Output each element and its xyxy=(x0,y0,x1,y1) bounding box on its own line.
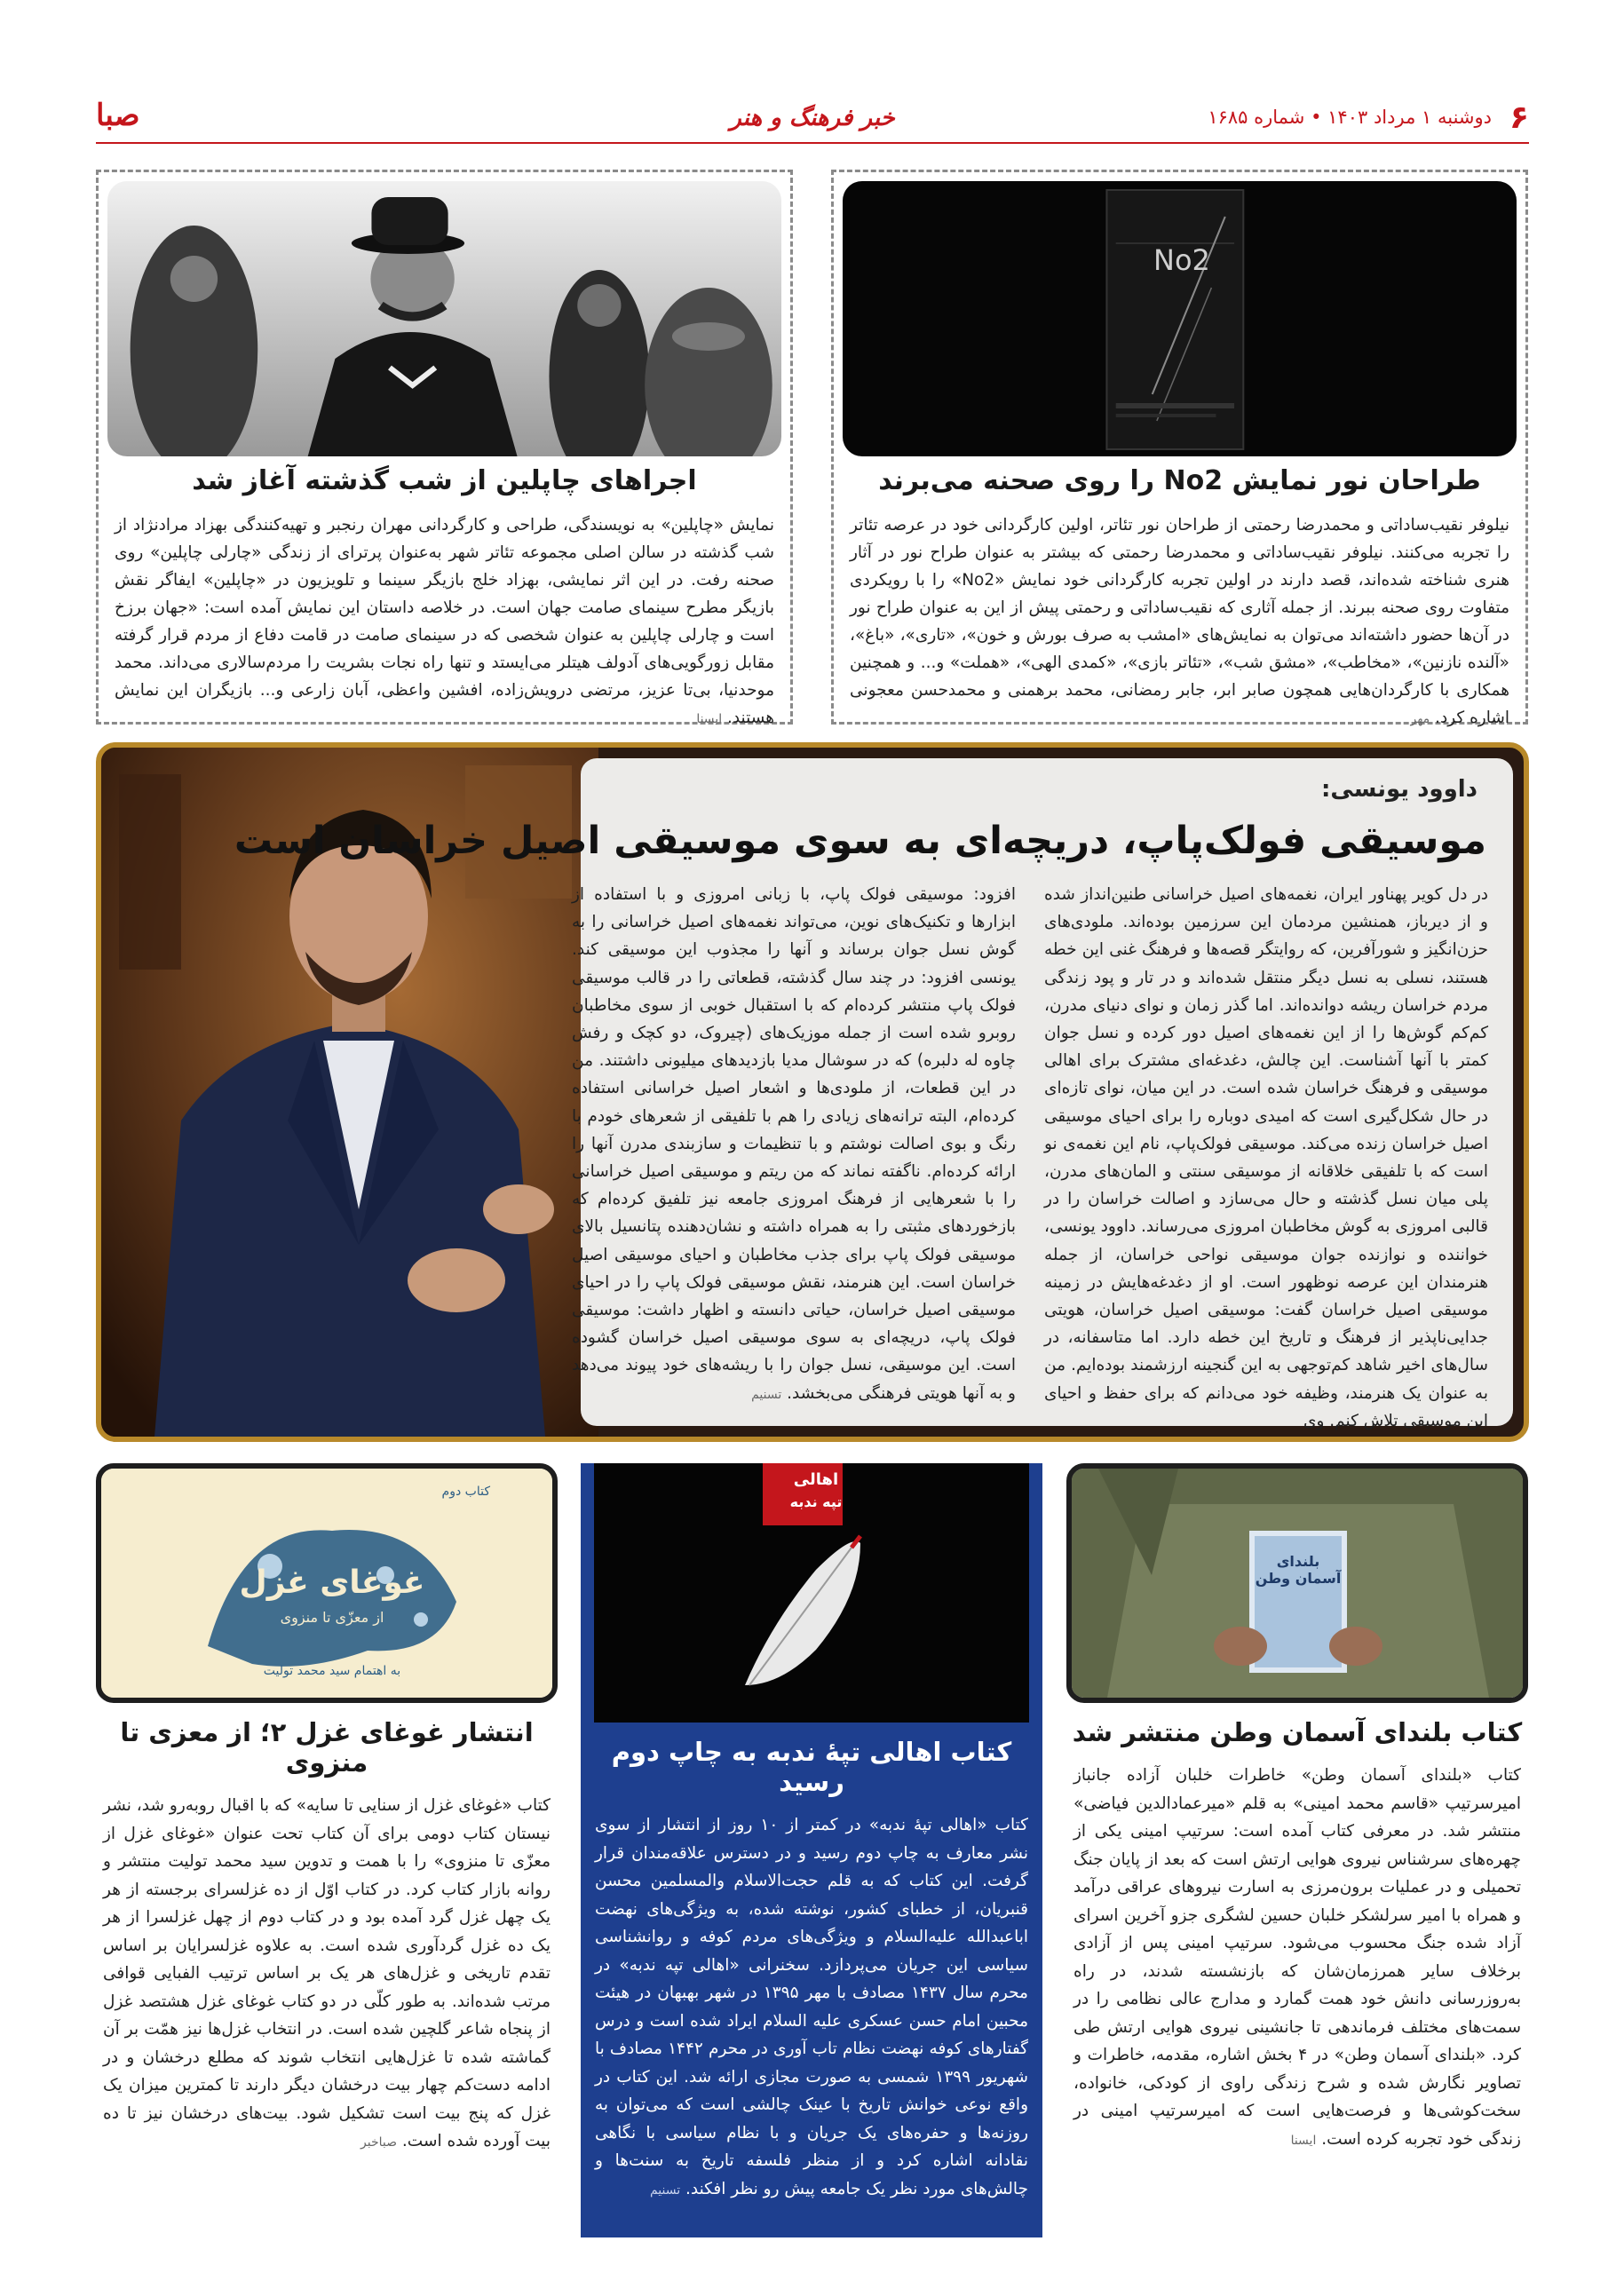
interview-column-2 xyxy=(572,881,1016,1409)
interview-source: تسنیم xyxy=(751,1387,782,1402)
article-body xyxy=(115,511,774,733)
homeland-sky-cover-title: بلندای آسمان وطن xyxy=(1255,1553,1342,1587)
article-body xyxy=(581,1811,1042,2205)
article-ghazal-uproar-book xyxy=(96,1463,558,2158)
homeland-sky-book-photo xyxy=(1066,1463,1528,1703)
section-label: خبر فرهنگ و هنر xyxy=(730,105,895,131)
article-title: کتاب اهالی تپهٔ ندبه به چاپ دوم رسید xyxy=(611,1737,1012,1797)
article-chaplin xyxy=(96,170,793,725)
interview-feature xyxy=(96,742,1529,1442)
article-source: ایسنا xyxy=(1290,2133,1317,2148)
article-body xyxy=(850,511,1509,733)
article-title: اجراهای چاپلین از شب گذشته آغاز شد xyxy=(192,465,697,496)
article-source: تسنیم xyxy=(649,2182,681,2198)
article-title: انتشار غوغای غزل ۲؛ از معزی تا منزوی xyxy=(120,1717,534,1778)
article-source: ایسنا xyxy=(696,712,723,726)
article-homeland-sky-book xyxy=(1066,1463,1528,2155)
chaplin-stage-photo xyxy=(107,181,781,456)
article-body xyxy=(96,1792,558,2158)
article-source: صباخبر xyxy=(360,2135,398,2150)
article-text: کتاب «اهالی تپهٔ ندبه» در کمتر از ۱۰ روز از انتشار از سوی نشر معارف به چاپ دوم رسید و در دسترس علاقه‌مندان قرار گرفت. این کتاب که به قلم حجت‌الاسلام والمسلمین محسن قنبریان، از خطبای کشور، نوشته شده، به ویژگی‌های نهضت اباعبدالله علیه‌السلام و ویژگی‌های مردم کوفه و روانشناسی سیاسی این جریان می‌پردازد. سخنرانی «اهالی تپه ندبه» در محرم سال ۱۴۳۷ مصادف با مهر ۱۳۹۵ در شهر بهبهان در هیئت محبین امام حسن عسکری علیه السلام ایراد شده است و درس گفتارهای کوفه نهضت نظام تاب آوری در محرم ۱۴۴۲ مصادف با شهریور ۱۳۹۹ شمسی به صورت مجازی ارائه شد. این کتاب در واقع نوعی خوانش تاریخ با عینک چالشی است که می‌توان به روزنه‌ها و حفره‌های یک جریان و با نظام سیاسی با نگاهی نقادانه اشاره کرد و از منظر فلسفه تاریخ به سنت‌ها و چالش‌های مورد نظر یک جامعه پیش رو نظر افکند. xyxy=(595,1816,1028,2198)
article-body xyxy=(1066,1762,1528,2155)
article-text: کتاب «بلندای آسمان وطن» خاطرات خلبان آزاده جانباز امیرسرتیپ «قاسم محمد امینی» به قلم «میرعمادالدین فیاضی» منتشر شد. در معرفی کتاب آمده است: سرتیپ امینی یکی از چهره‌های سرشناس نیروی هوایی ارتش است که بعد از پایان جنگ تحمیلی و در عملیات برون‌مرزی به اسارت نیروهای عراقی درآمد و همراه با امیر سرلشکر خلبان حسین لشگری جزو آخرین اسرای آزاد شده جنگ محسوب می‌شود. سرتیپ امینی پس از آزادی برخلاف سایر همرزمان‌شان که بازنشسته شدند، در راه به‌روزرسانی دانش خود همت گمارد و مدارج عالی نظامی را در سمت‌های مختلف فرماندهی تا جانشینی نیروی هوایی ارتش طی کرد. «بلندای آسمان وطن» در ۴ بخش اشاره، مقدمه، خاطرات و تصاویر نگارش شده و شرح زندگی راوی از کودکی، خانواده، سخت‌کوشی‌ها و فرصت‌هایی است که امیرسرتیپ امینی در زندگی خود تجربه کرده است. xyxy=(1073,1766,1521,2149)
interview-column-2-text: افزود: موسیقی فولک پاپ، با زبانی امروزی و با استفاده از ابزارها و تکنیک‌های نوین، می‌تواند نغمه‌های اصیل خراسانی را به گوش نسل جوان برساند و آنها را مجذوب این موسیقی کند. یونسی افزود: در چند سال گذشته، قطعاتی را در قالب موسیقی فولک پاپ منتشر کرده‌ام که با استقبال خوبی از سوی مخاطبان روبرو شده است از جمله موزیک‌های (چیروک، دو کچک و رفش چاوه له دلبره) که در سوشال مدیا بازدیدهای میلیونی داشتند. من در این قطعات، از ملودی‌ها و اشعار اصیل خراسانی استفاده کرده‌ام، البته ترانه‌های زیادی را هم با تلفیقی از شعرهای خودم با رنگ و بوی اصالت نوشتم و با تنظیمات و سازبندی مدرن آنها را ارائه کرده‌ام. ناگفته نماند که من ریتم و موسیقی اصیل خراسانی را با شعرهایی از فرهنگ امروزی جامعه نیز تلفیق کرده‌ام که بازخوردهای مثبتی را به همراه داشته و نشان‌دهنده پتانسیل بالای موسیقی فولک پاپ برای جذب مخاطبان و احیای موسیقی اصیل خراسان است. این هنرمند، نقش موسیقی فولک پاپ را در احیای موسیقی اصیل خراسان، حیاتی دانسته و اظهار داشت: موسیقی فولک پاپ، دریچه‌ای به سوی موسیقی اصیل خراسان گشوده است. این موسیقی، نسل جوان را با ریشه‌های خود پیوند می‌دهد و به آنها هویتی فرهنگی می‌بخشد. xyxy=(572,885,1016,1403)
article-title: طراحان نور نمایش No2 را روی صحنه می‌برند xyxy=(878,465,1481,496)
nodbeh-cover-label-2: تپه ندبه xyxy=(789,1493,843,1510)
interview-kicker: داوود یونسی: xyxy=(1321,776,1477,803)
nodbeh-panel xyxy=(581,1463,1042,2237)
article-text: کتاب «غوغای غزل از سنایی تا سایه» که با اقبال روبه‌رو شد، نشر نیستان کتاب دومی برای آن کتاب تحت عنوان «غوغای غزل از معزّی تا منزوی» را با همت و تدوین سید محمد تولیت منتشر و روانه بازار کتاب کرد. در کتاب اوّل از ده غزلسرای برجسته از هر یک چهل غزل گرد آمده بود و در کتاب دوم از چهل غزلسرا از هر یک ده غزل گردآوری شده است. به علاوه غزلسرایان بر اساس تقدم تاریخی و غزل‌های هر یک بر اساس ترتیب الفبایی قوافی مرتب شده‌اند. به طور کلّی در دو کتاب غوغای غزل هشتصد غزل از پنجاه شاعر گلچین شده است. در انتخاب غزل‌ها نیز همّت بر آن گماشته شده تا غزل‌هایی انتخاب شوند که مطلع درخشان و در ادامه دست‌کم چهار بیت درخشان دیگر دارند تا کمترین میزان یک غزل که پنج بیت است تشکیل شود. بیت‌های درخشان نیز تا ده بیت آورده شده است. xyxy=(103,1796,551,2150)
newspaper-logo[interactable] xyxy=(96,94,140,137)
interview-column-1: در دل کویر پهناور ایران، نغمه‌های اصیل خراسانی طنین‌انداز شده و از دیرباز، همنشین مردمان این سرزمین بوده‌اند. ملودی‌های حزن‌انگیز و شورآفرین، که روایتگر قصه‌ها و فرهنگ غنی این خطه هستند، نسلی به نسل دیگر منتقل شده‌اند و در تار و پود زندگی مردم خراسان ریشه دوانده‌اند. اما گذر زمان و نوای دنیای مدرن، کم‌کم گوش‌ها را از این نغمه‌های اصیل دور کرده و نسل جوان کمتر با آنها آشناست. این چالش، دغدغه‌ای مشترک برای اهالی موسیقی و فرهنگ خراسان شده است. در این میان، نوای تازه‌ای در حال شکل‌گیری است که امیدی دوباره را برای احیای موسیقی اصیل خراسان زنده می‌کند. موسیقی فولک‌پاپ، نام این نغمه‌ی نو است که با تلفیقی خلاقانه از موسیقی سنتی و المان‌های مدرن، پلی میان نسل گذشته و حال می‌سازد و اصالت خراسان را در قالبی امروزی به گوش مخاطبان امروزی می‌رساند. داوود یونسی، خواننده و نوازنده جوان موسیقی نواحی خراسان، از جمله هنرمندان این عرصه نوظهور است. او از دغدغه‌هایش در زمینه موسیقی اصیل خراسان گفت: موسیقی اصیل خراسان، هویتی جدایی‌ناپذیر از فرهنگ و تاریخ این خطه دارد. اما متاسفانه، در سال‌های اخیر شاهد کم‌توجهی به این گنجینه ارزشمند بوده‌ایم. من به عنوان یک هنرمند، وظیفه خود می‌دانم که برای حفظ و احیای این موسیقی تلاش کنم. وی xyxy=(1044,885,1488,1430)
article-no2-lighting xyxy=(831,170,1528,725)
article-title: کتاب بلندای آسمان وطن منتشر شد xyxy=(1072,1717,1523,1747)
ghazal-cover-editor: به اهتمام سید محمد تولیت xyxy=(263,1664,401,1678)
no2-cover-title: No2 xyxy=(1153,243,1210,277)
masthead xyxy=(96,89,1529,144)
article-source: مهر xyxy=(1410,712,1430,726)
nodbeh-cover-label-1: اهالی xyxy=(793,1470,839,1489)
no2-book-photo xyxy=(843,181,1517,456)
page-number: ۶ xyxy=(1509,99,1529,136)
chaplin-photo-image xyxy=(107,181,781,456)
logo-text: صبا xyxy=(96,98,140,133)
ghazal-cover-title: غوغای غزل xyxy=(239,1564,425,1601)
ghazal-cover-small: کتاب دوم xyxy=(441,1485,490,1499)
article-text: نمایش «چاپلین» به نویسندگی، طراحی و کارگردانی مهران رنجبر و تهیه‌کنندگی بهزاد مرادنژاد از شب گذشته در سالن اصلی مجموعه تئاتر شهر به‌عنوان پرترای از زندگی «چارلی چاپلین» روی صحنه رفت. در این اثر نمایشی، بهزاد خلج بازیگر سینما و تلویزیون در «چاپلین» ایفاگر نقش بازیگر مطرح سینمای صامت جهان است. در خلاصه داستان این نمایش آمده است: «جهان برزخ است و چارلی چاپلین به عنوان شخصی که در سینمای صامت در قامت دفاع از مردم قرار گرفته مقابل زورگویی‌های آدولف هیتلر می‌ایستد و تنها راه نجات بشریت را مردم‌سالاری می‌داند. محمد موحدنیا، بی‌تا عزیز، مرتضی درویش‌زاده، افشین واعظی، آبان زارعی و... بازیگران این نمایش هستند. xyxy=(115,516,774,727)
article-text: نیلوفر نقیب‌ساداتی و محمدرضا رحمتی از طراحان نور تئاتر، اولین کارگردانی خود در عرصه تئاتر را تجربه می‌کنند. نیلوفر نقیب‌ساداتی و محمدرضا رحمتی که بیشتر به عنوان طراح نور در آثار هنری شناخته شده‌اند، قصد دارند در اولین تجربه کارگردانی خود نمایش «No2» را با رویکردی متفاوت روی صحنه ببرند. از جمله آثاری که نقیب‌ساداتی و رحمتی پیش از این به عنوان طراح نور در آن‌ها حضور داشته‌اند می‌توان به نمایش‌های «امشب به صرف بورش و خون»، «تاری»، «باغ»، «آلنده نازنین»، «مخاطب»، «مشق شب»، «تئاتر بازی»، «کمدی الهی»، «هملت» و... و همچنین همکاری با کارگردان‌هایی همچون صابر ابر، جابر رمضانی، محمد برهمنی و محمدحسن معجونی اشاره کرد. xyxy=(850,516,1509,727)
ghazal-cover-subtitle: از معزّی تا منزوی xyxy=(280,1609,384,1626)
dateline: دوشنبه ۱ مرداد ۱۴۰۳ • شماره ۱۶۸۵ xyxy=(1208,107,1492,128)
interview-panel xyxy=(234,758,1513,1430)
nodbeh-book-cover xyxy=(594,1463,1029,1723)
interview-headline: موسیقی فولک‌پاپ، دریچه‌ای به سوی موسیقی اصیل خراسان است xyxy=(234,819,1486,863)
ghazal-book-cover xyxy=(96,1463,558,1703)
no2-book-image xyxy=(843,181,1517,456)
